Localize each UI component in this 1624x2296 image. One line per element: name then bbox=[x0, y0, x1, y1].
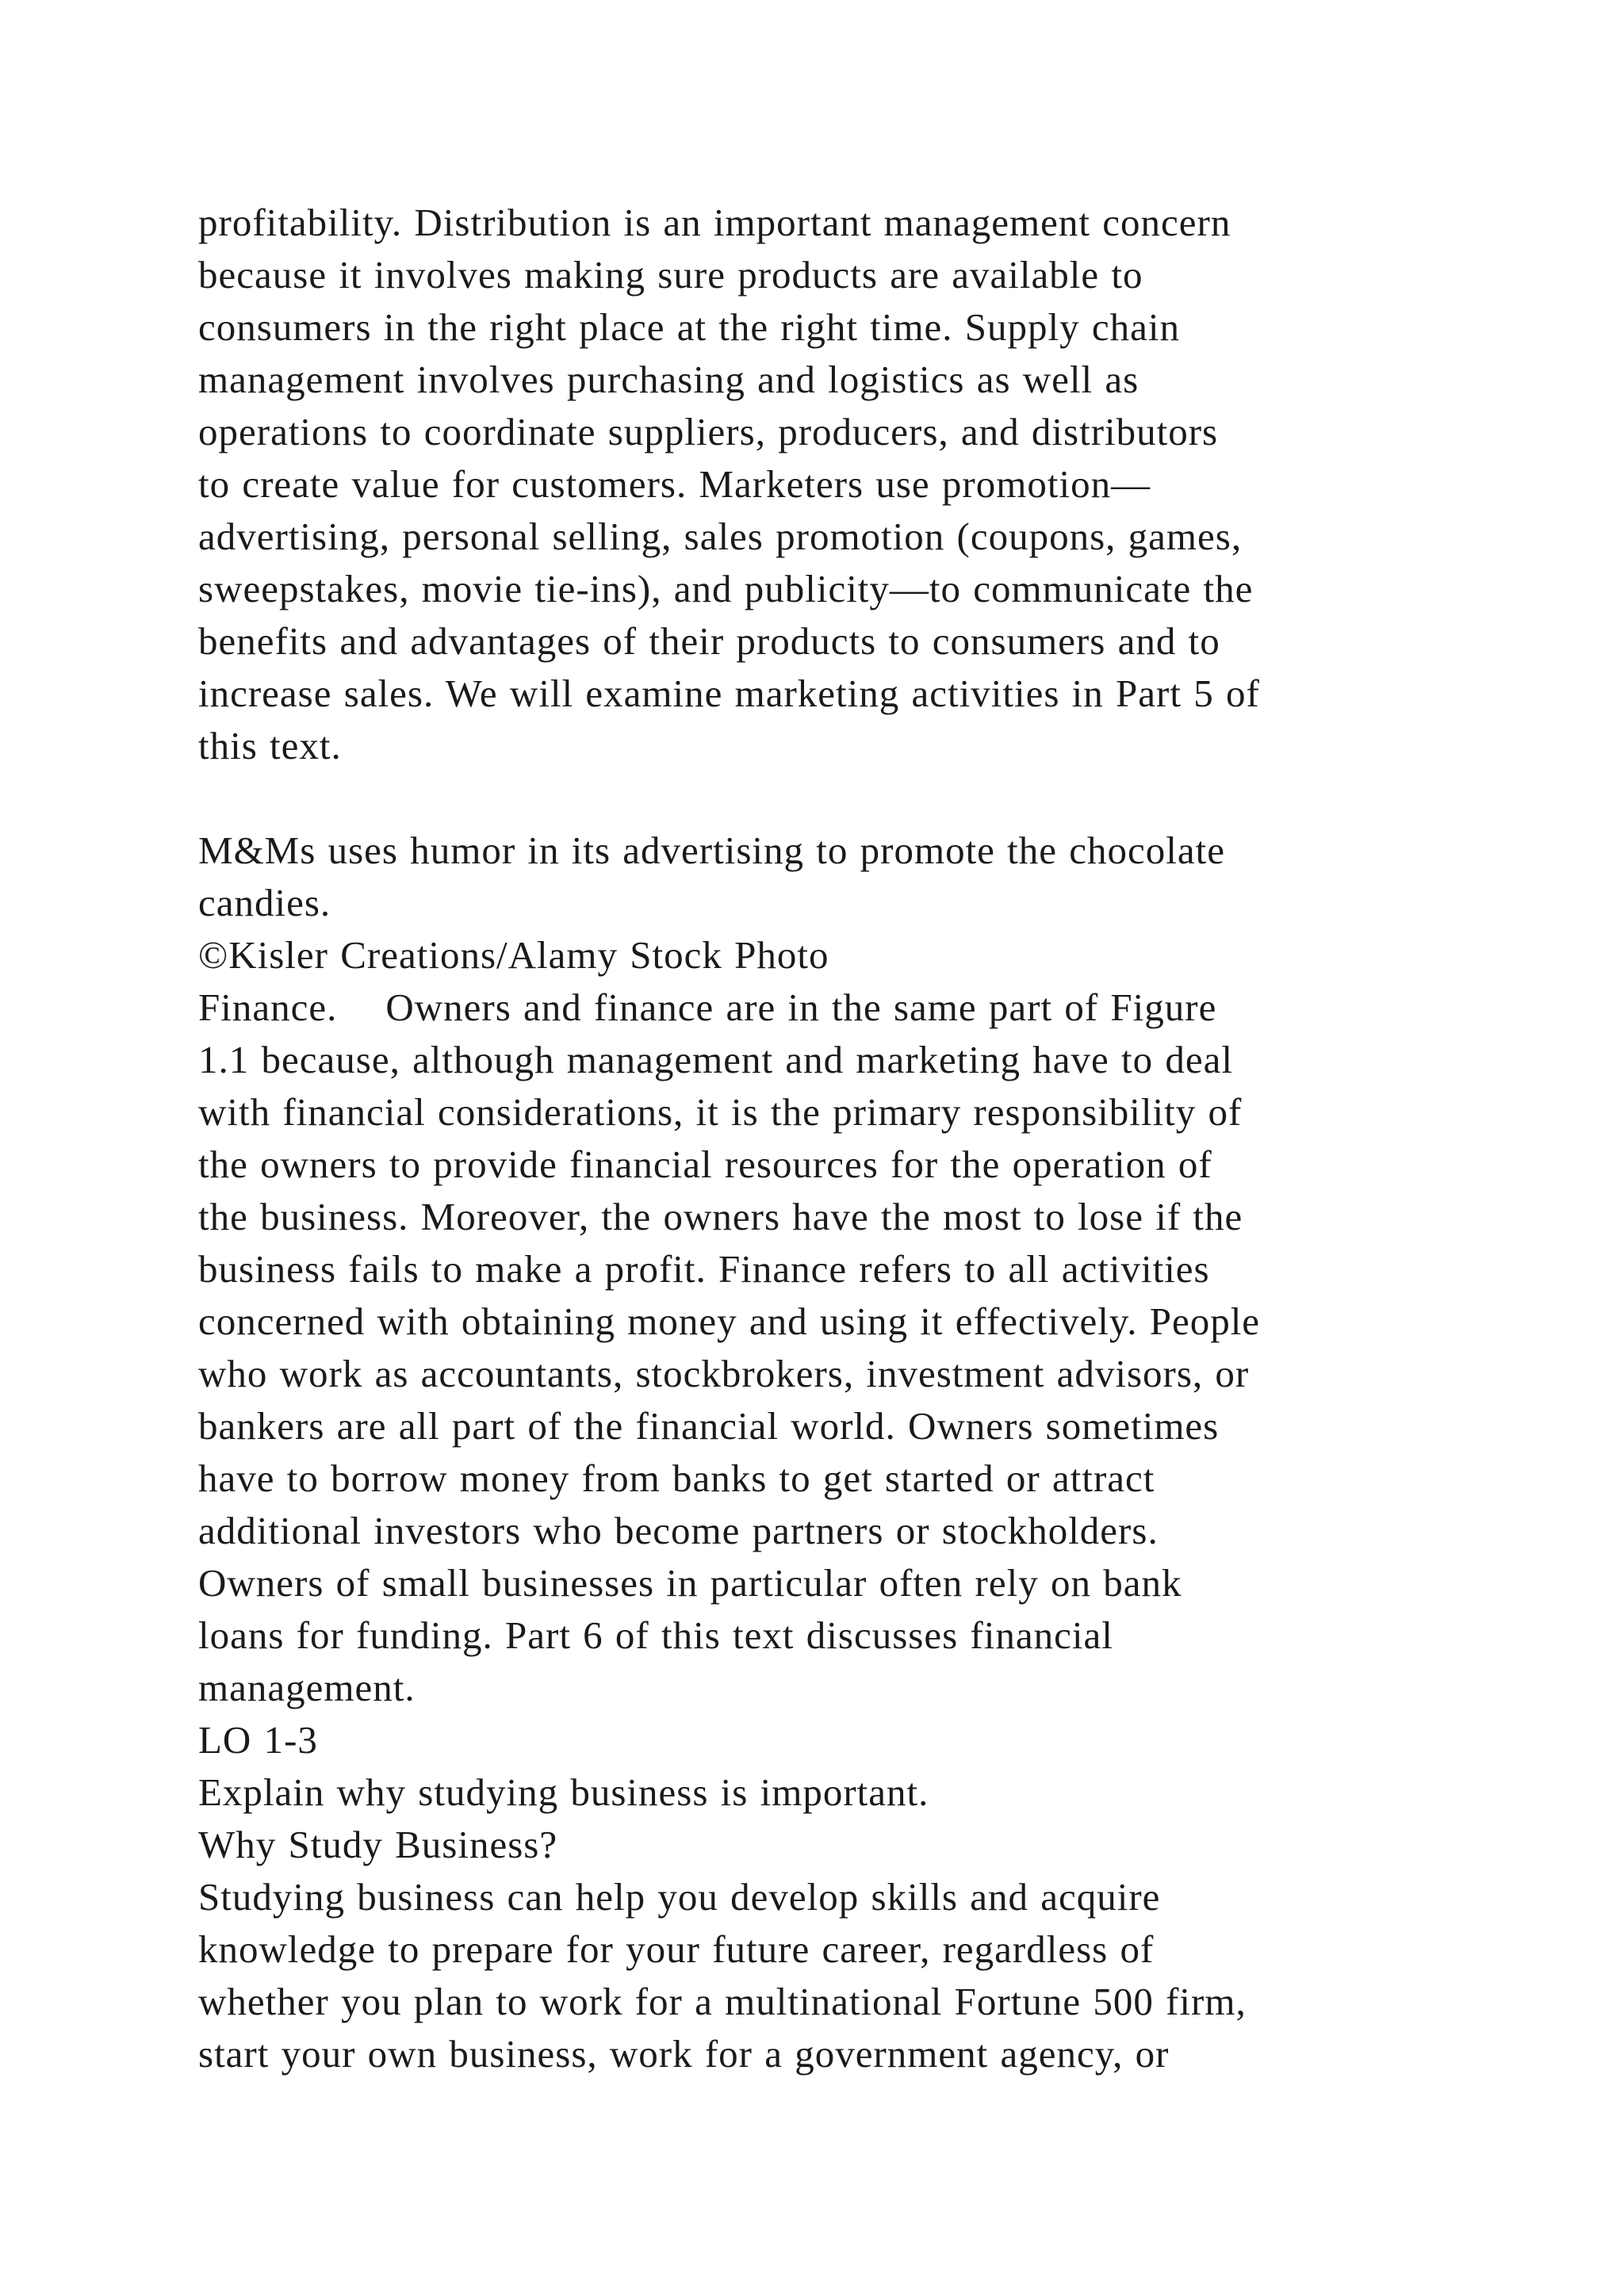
text-line: bankers are all part of the financial world. Owners sometimes bbox=[198, 1404, 1220, 1448]
text-line: operations to coordinate suppliers, producers, and distributors bbox=[198, 410, 1219, 453]
photo-caption: candies. bbox=[198, 881, 331, 924]
photo-credit: ©Kisler Creations/Alamy Stock Photo bbox=[198, 933, 829, 977]
text-line: 1.1 because, although management and marketing have to deal bbox=[198, 1038, 1234, 1081]
text-line: sweepstakes, movie tie-ins), and publicity—to communicate the bbox=[198, 567, 1254, 610]
photo-caption: M&Ms uses humor in its advertising to promote the chocolate bbox=[198, 828, 1226, 872]
text-line: the owners to provide financial resources for the operation of bbox=[198, 1142, 1212, 1186]
text-line: to create value for customers. Marketers use promotion— bbox=[198, 462, 1151, 506]
text-line: Owners of small businesses in particular often rely on bank bbox=[198, 1561, 1182, 1605]
text-line: profitability. Distribution is an important management concern bbox=[198, 201, 1231, 244]
text-line: Studying business can help you develop skills and acquire bbox=[198, 1875, 1161, 1919]
text-line: business fails to make a profit. Finance refers to all activities bbox=[198, 1247, 1210, 1291]
text-line: who work as accountants, stockbrokers, investment advisors, or bbox=[198, 1352, 1250, 1395]
text-line: knowledge to prepare for your future career, regardless of bbox=[198, 1927, 1155, 1971]
text-line: advertising, personal selling, sales promotion (coupons, games, bbox=[198, 515, 1243, 558]
text-line: concerned with obtaining money and using it effectively. People bbox=[198, 1299, 1261, 1343]
text-line: with financial considerations, it is the primary responsibility of bbox=[198, 1090, 1243, 1134]
text-line: because it involves making sure products are available to bbox=[198, 253, 1143, 297]
text-line: loans for funding. Part 6 of this text discusses financial bbox=[198, 1613, 1113, 1657]
text-line: whether you plan to work for a multinational Fortune 500 firm, bbox=[198, 1980, 1247, 2023]
section-heading-finance: Finance. Owners and finance are in the same part of Figure bbox=[198, 985, 1217, 1029]
text-line: start your own business, work for a government agency, or bbox=[198, 2032, 1170, 2076]
learning-objective-label: LO 1-3 bbox=[198, 1718, 318, 1762]
text-line: additional investors who become partners or stockholders. bbox=[198, 1509, 1159, 1552]
text-line: benefits and advantages of their products to consumers and to bbox=[198, 619, 1220, 663]
text-line: this text. bbox=[198, 724, 342, 767]
learning-objective-text: Explain why studying business is important. bbox=[198, 1770, 929, 1814]
text-line: management involves purchasing and logistics as well as bbox=[198, 358, 1139, 401]
text-line: have to borrow money from banks to get started or attract bbox=[198, 1456, 1155, 1500]
text-line: increase sales. We will examine marketing activities in Part 5 of bbox=[198, 672, 1260, 715]
blank-line bbox=[198, 772, 1562, 825]
text-line: management. bbox=[198, 1666, 416, 1709]
text-line: the business. Moreover, the owners have the most to lose if the bbox=[198, 1195, 1243, 1238]
text-line: consumers in the right place at the right time. Supply chain bbox=[198, 305, 1181, 349]
section-heading-why-study-business: Why Study Business? bbox=[198, 1823, 558, 1866]
body-text bbox=[198, 197, 1562, 2080]
